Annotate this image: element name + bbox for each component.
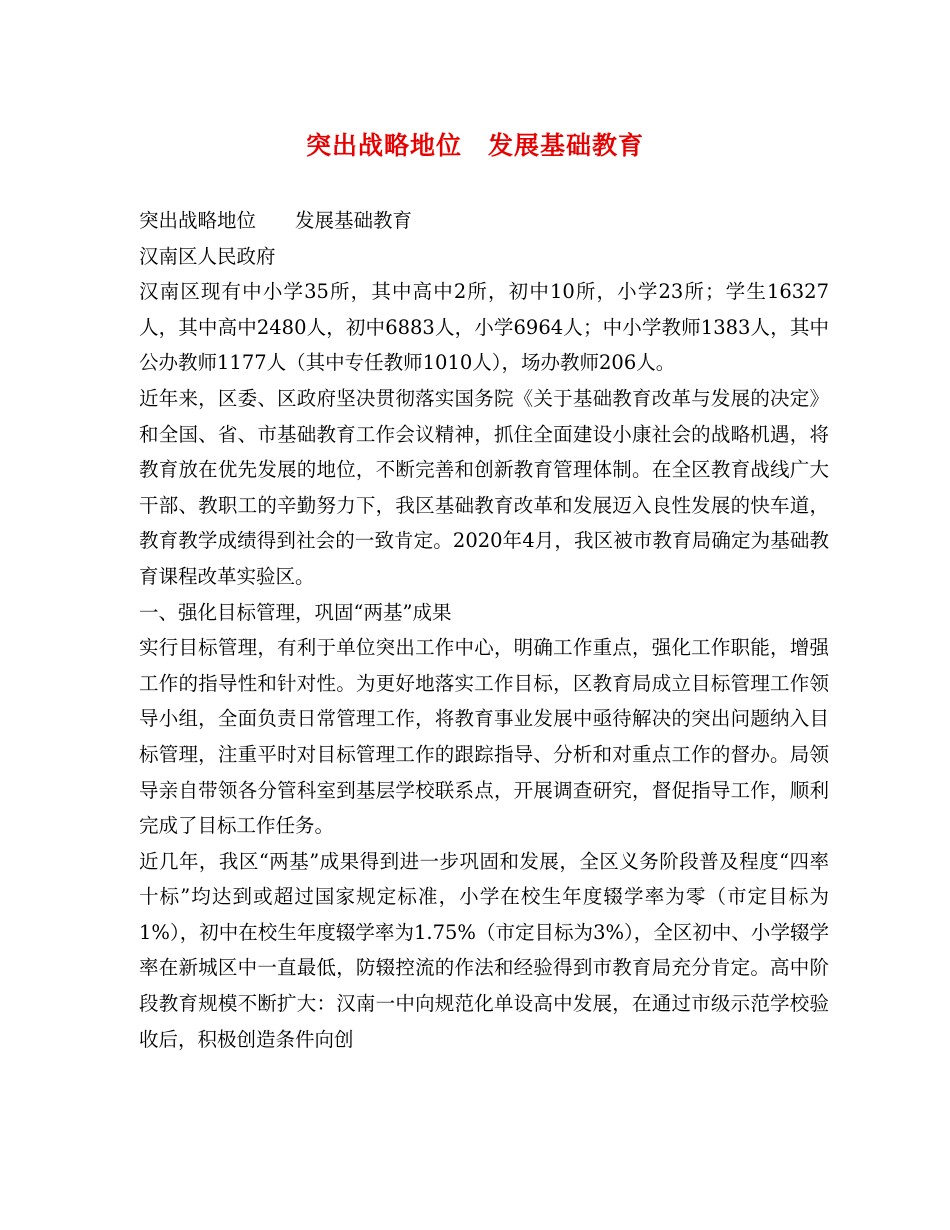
subtitle-line: 突出战略地位 发展基础教育 <box>139 209 413 232</box>
paragraph-statistics: 汉南区现有中小学35所，其中高中2所，初中10所，小学23所；学生16327人，其中高中2480人，初中6883人，小学6964人；中小学教师1383人，其中公办教师1177人（其中专任教师1010人），场办教师206人。 <box>139 280 829 375</box>
author-line: 汉南区人民政府 <box>139 244 276 268</box>
paragraph-two-basics: 近几年，我区“两基”成果得到进一步巩固和发展，全区义务阶段普及程度“四率十标”均达到或超过国家规定标准，小学在校生年度辍学率为零（市定目标为1%），初中在校生年度辍学率为1.75%（市定目标为3%），全区初中、小学辍学率在新城区中一直最低，防辍控流的作法和经验得到市教育局充分肯定。高中阶段教育规模不断扩大：汉南一中向规范化单设高中发展，在通过市级示范学校验收后，积极创造条件向创 <box>139 849 829 1051</box>
paragraph-overview: 近年来，区委、区政府坚决贯彻落实国务院《关于基础教育改革与发展的决定》和全国、省、市基础教育工作会议精神，抓住全面建设小康社会的战略机遇，将教育放在优先发展的地位，不断完善和创新教育管理体制。在全区教育战线广大干部、教职工的辛勤努力下，我区基础教育改革和发展迈入良性发展的快车道，教育教学成绩得到社会的一致肯定。2020年4月，我区被市教育局确定为基础教育课程改革实验区。 <box>139 386 829 588</box>
document-body <box>139 203 829 1057</box>
document-title: 突出战略地位 发展基础教育 <box>305 131 644 160</box>
section-heading-1: 一、强化目标管理，巩固“两基”成果 <box>139 600 452 624</box>
paragraph-target-management: 实行目标管理，有利于单位突出工作中心，明确工作重点，强化工作职能，增强工作的指导性和针对性。为更好地落实工作目标，区教育局成立目标管理工作领导小组，全面负责日常管理工作，将教育事业发展中亟待解决的突出问题纳入目标管理，注重平时对目标管理工作的跟踪指导、分析和对重点工作的督办。局领导亲自带领各分管科室到基层学校联系点，开展调查研究，督促指导工作，顺利完成了目标工作任务。 <box>139 636 829 838</box>
